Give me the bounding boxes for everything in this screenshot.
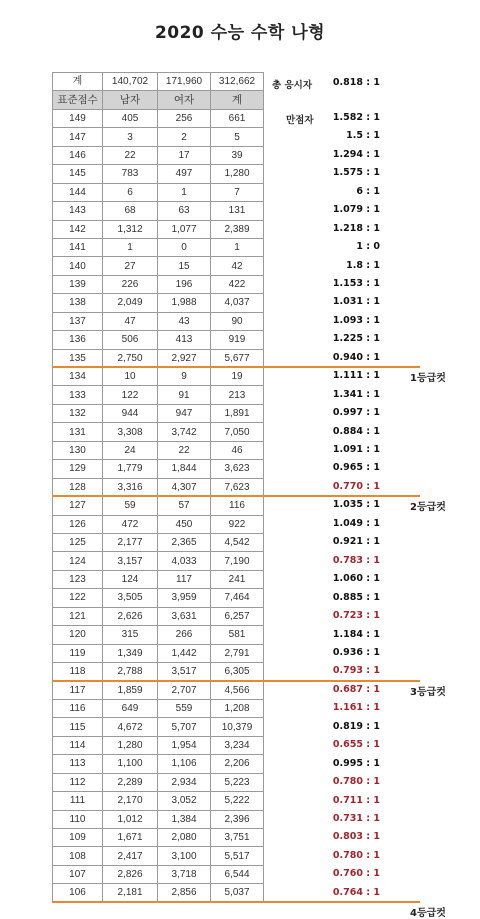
cell-total: 7,190	[211, 552, 264, 570]
cell-score: 120	[53, 626, 103, 644]
cell-score: 139	[53, 275, 103, 293]
gender-ratio: 1.161 : 1	[332, 702, 380, 714]
cell-male: 2,181	[103, 884, 158, 902]
cell-female: 4,033	[158, 552, 211, 570]
cell-male: 1,779	[103, 460, 158, 478]
cell-male: 1,100	[103, 755, 158, 773]
cell-female: 497	[158, 165, 211, 183]
cell-score: 129	[53, 460, 103, 478]
grade-cut-label: 3등급컷	[410, 686, 446, 698]
table-row	[53, 515, 264, 533]
cell-total: 241	[211, 570, 264, 588]
cell-total: 213	[211, 386, 264, 404]
cell-total: 7,464	[211, 589, 264, 607]
table-row	[53, 238, 264, 256]
header-score: 표준점수	[53, 91, 103, 109]
table-row	[53, 533, 264, 551]
gender-ratio: 1.5 : 1	[346, 130, 380, 142]
cell-score: 134	[53, 368, 103, 386]
cell-score: 107	[53, 865, 103, 883]
cell-male: 226	[103, 275, 158, 293]
cell-total: 4,566	[211, 681, 264, 699]
gender-ratio: 1.079 : 1	[332, 204, 380, 216]
cell-score: 144	[53, 183, 103, 201]
cell-total: 2,396	[211, 810, 264, 828]
cell-female: 450	[158, 515, 211, 533]
gender-ratio: 1.294 : 1	[332, 148, 380, 160]
gender-ratio: 1.341 : 1	[332, 388, 380, 400]
gender-ratio: 1.184 : 1	[332, 628, 380, 640]
grade-cut-line	[52, 366, 420, 368]
cell-total: 3,234	[211, 736, 264, 754]
cell-total: 19	[211, 368, 264, 386]
gender-ratio: 1.8 : 1	[346, 259, 380, 271]
cell-score: 110	[53, 810, 103, 828]
cell-female: 413	[158, 331, 211, 349]
grade-cut-label: 4등급컷	[410, 908, 446, 919]
cell-female: 2,080	[158, 828, 211, 846]
total-applicants-label: 총 응시자	[272, 80, 313, 91]
cell-female: 0	[158, 238, 211, 256]
cell-total: 116	[211, 497, 264, 515]
cell-total: 3,751	[211, 828, 264, 846]
table-row	[53, 681, 264, 699]
header-female: 여자	[158, 91, 211, 109]
cell-score: 108	[53, 847, 103, 865]
cell-score: 137	[53, 312, 103, 330]
table-row	[53, 128, 264, 146]
cell-male: 944	[103, 404, 158, 422]
table-row	[53, 552, 264, 570]
cell-total: 1,891	[211, 404, 264, 422]
cell-total: 919	[211, 331, 264, 349]
table-row	[53, 828, 264, 846]
cell-female: 15	[158, 257, 211, 275]
cell-female: 91	[158, 386, 211, 404]
cell-score: 132	[53, 404, 103, 422]
cell-total: 1,280	[211, 165, 264, 183]
cell-female: 2,934	[158, 773, 211, 791]
cell-female: 9	[158, 368, 211, 386]
cell-male: 2,750	[103, 349, 158, 367]
gender-ratio: 0.655 : 1	[332, 739, 380, 751]
cell-male: 6	[103, 183, 158, 201]
cell-male: 122	[103, 386, 158, 404]
cell-female: 3,959	[158, 589, 211, 607]
gender-ratio: 0.965 : 1	[332, 462, 380, 474]
total-row	[53, 73, 264, 91]
cell-total: 10,379	[211, 718, 264, 736]
gender-ratio: 1.153 : 1	[332, 277, 380, 289]
cell-score: 140	[53, 257, 103, 275]
cell-total: 6,305	[211, 663, 264, 681]
cell-female: 17	[158, 146, 211, 164]
cell-female: 196	[158, 275, 211, 293]
table-row	[53, 497, 264, 515]
table-row	[53, 570, 264, 588]
cell-female: 3,517	[158, 663, 211, 681]
cell-male: 405	[103, 109, 158, 127]
cell-score: 133	[53, 386, 103, 404]
cell-total: 6,544	[211, 865, 264, 883]
cell-male: 59	[103, 497, 158, 515]
cell-female: 3,742	[158, 423, 211, 441]
cell-score: 143	[53, 202, 103, 220]
cell-female: 1,077	[158, 220, 211, 238]
cell-score: 142	[53, 220, 103, 238]
gender-ratio: 0.731 : 1	[332, 813, 380, 824]
cell-female: 3,631	[158, 607, 211, 625]
cell-total: 2,791	[211, 644, 264, 662]
table-row	[53, 847, 264, 865]
table-row	[53, 626, 264, 644]
cell-total: 661	[211, 109, 264, 127]
cell-total: 6,257	[211, 607, 264, 625]
gender-ratio: 0.921 : 1	[332, 536, 380, 548]
table-row	[53, 663, 264, 681]
table-row	[53, 441, 264, 459]
cell-total: 7,623	[211, 478, 264, 496]
total-label: 계	[53, 73, 103, 91]
cell-female: 947	[158, 404, 211, 422]
gender-ratio: 0.819 : 1	[332, 720, 380, 732]
cell-total: 5,223	[211, 773, 264, 791]
cell-female: 1,384	[158, 810, 211, 828]
cell-score: 138	[53, 294, 103, 312]
cell-total: 2,389	[211, 220, 264, 238]
cell-score: 149	[53, 109, 103, 127]
cell-score: 130	[53, 441, 103, 459]
cell-total: 46	[211, 441, 264, 459]
cell-female: 1,954	[158, 736, 211, 754]
table-row	[53, 183, 264, 201]
cell-total: 4,542	[211, 533, 264, 551]
gender-ratio: 6 : 1	[356, 185, 380, 197]
cell-female: 2,856	[158, 884, 211, 902]
table-row	[53, 220, 264, 238]
cell-score: 115	[53, 718, 103, 736]
cell-score: 135	[53, 349, 103, 367]
gender-ratio: 0.995 : 1	[332, 757, 380, 769]
gender-ratio: 1.582 : 1	[332, 111, 380, 123]
cell-male: 1,349	[103, 644, 158, 662]
cell-total: 39	[211, 146, 264, 164]
cell-total: 5,037	[211, 884, 264, 902]
cell-score: 124	[53, 552, 103, 570]
gender-ratio: 0.764 : 1	[332, 886, 380, 898]
cell-total: 2,206	[211, 755, 264, 773]
table-row	[53, 644, 264, 662]
cell-female: 57	[158, 497, 211, 515]
cell-female: 5,707	[158, 718, 211, 736]
table-row	[53, 349, 264, 367]
cell-score: 125	[53, 533, 103, 551]
cell-total: 422	[211, 275, 264, 293]
cell-score: 112	[53, 773, 103, 791]
gender-ratio: 0.997 : 1	[332, 407, 380, 419]
cell-total: 5,677	[211, 349, 264, 367]
table-row	[53, 699, 264, 717]
cell-male: 2,626	[103, 607, 158, 625]
cell-male: 3	[103, 128, 158, 146]
table-row	[53, 884, 264, 902]
gender-ratio: 1.035 : 1	[332, 499, 380, 511]
cell-male: 2,049	[103, 294, 158, 312]
table-row	[53, 109, 264, 127]
cell-female: 22	[158, 441, 211, 459]
cell-score: 114	[53, 736, 103, 754]
cell-total: 4,037	[211, 294, 264, 312]
table-row	[53, 331, 264, 349]
cell-score: 146	[53, 146, 103, 164]
gender-ratio: 0.884 : 1	[332, 425, 380, 437]
table-row	[53, 275, 264, 293]
cell-male: 2,417	[103, 847, 158, 865]
cell-score: 118	[53, 663, 103, 681]
cell-total: 3,623	[211, 460, 264, 478]
cell-male: 1,671	[103, 828, 158, 846]
table-row	[53, 607, 264, 625]
gender-ratio: 1.049 : 1	[332, 517, 380, 529]
page-title: 2020 수능 수학 나형	[154, 23, 326, 43]
table-row	[53, 810, 264, 828]
cell-female: 1,844	[158, 460, 211, 478]
cell-total: 1,208	[211, 699, 264, 717]
cell-female: 2	[158, 128, 211, 146]
cell-score: 106	[53, 884, 103, 902]
gender-ratio: 0.803 : 1	[332, 831, 380, 843]
table-row	[53, 736, 264, 754]
cell-male: 3,308	[103, 423, 158, 441]
gender-ratio: 0.885 : 1	[332, 591, 380, 603]
cell-female: 2,707	[158, 681, 211, 699]
cell-score: 113	[53, 755, 103, 773]
cell-male: 3,316	[103, 478, 158, 496]
table-row	[53, 404, 264, 422]
cell-male: 3,505	[103, 589, 158, 607]
cell-female: 266	[158, 626, 211, 644]
gender-ratio: 0.936 : 1	[332, 646, 380, 658]
table-row	[53, 165, 264, 183]
cell-score: 141	[53, 238, 103, 256]
cell-male: 124	[103, 570, 158, 588]
cell-male: 2,170	[103, 792, 158, 810]
gender-ratio: 0.687 : 1	[332, 683, 380, 695]
cell-score: 128	[53, 478, 103, 496]
header-total: 계	[211, 91, 264, 109]
cell-total: 42	[211, 257, 264, 275]
cell-female: 4,307	[158, 478, 211, 496]
header-male: 남자	[103, 91, 158, 109]
cell-score: 109	[53, 828, 103, 846]
gender-ratio: 1 : 0	[356, 241, 380, 253]
cell-total: 90	[211, 312, 264, 330]
total-ratio: 0.818 : 1	[332, 77, 380, 88]
cell-total: 7	[211, 183, 264, 201]
cell-female: 1	[158, 183, 211, 201]
cell-male: 1	[103, 238, 158, 256]
cell-female: 1,106	[158, 755, 211, 773]
table-row	[53, 478, 264, 496]
cell-male: 2,177	[103, 533, 158, 551]
cell-total: 131	[211, 202, 264, 220]
gender-ratio: 1.575 : 1	[332, 167, 380, 179]
cell-male: 68	[103, 202, 158, 220]
table-row	[53, 368, 264, 386]
cell-male: 10	[103, 368, 158, 386]
cell-total: 922	[211, 515, 264, 533]
cell-male: 472	[103, 515, 158, 533]
cell-male: 1,012	[103, 810, 158, 828]
table-row	[53, 386, 264, 404]
gender-ratio: 0.780 : 1	[332, 776, 380, 788]
table-row	[53, 202, 264, 220]
cell-male: 506	[103, 331, 158, 349]
cell-male: 22	[103, 146, 158, 164]
cell-score: 131	[53, 423, 103, 441]
cell-male: 783	[103, 165, 158, 183]
table-row	[53, 460, 264, 478]
cell-score: 116	[53, 699, 103, 717]
cell-score: 122	[53, 589, 103, 607]
cell-score: 111	[53, 792, 103, 810]
total-female: 171,960	[158, 73, 211, 91]
gender-ratio: 1.218 : 1	[332, 222, 380, 234]
gender-ratio: 0.770 : 1	[332, 480, 380, 492]
cell-female: 3,052	[158, 792, 211, 810]
cell-total: 1	[211, 238, 264, 256]
cell-male: 1,312	[103, 220, 158, 238]
gender-ratio: 1.093 : 1	[332, 314, 380, 326]
table-row	[53, 294, 264, 312]
gender-ratio: 0.793 : 1	[332, 665, 380, 677]
table-row	[53, 589, 264, 607]
grade-cut-label: 1등급컷	[410, 373, 446, 385]
table-row	[53, 755, 264, 773]
cell-score: 117	[53, 681, 103, 699]
cell-score: 127	[53, 497, 103, 515]
table-row	[53, 865, 264, 883]
cell-total: 581	[211, 626, 264, 644]
cell-score: 145	[53, 165, 103, 183]
cell-female: 2,927	[158, 349, 211, 367]
cell-female: 1,988	[158, 294, 211, 312]
table-row	[53, 146, 264, 164]
gender-ratio: 1.111 : 1	[332, 370, 380, 382]
cell-score: 121	[53, 607, 103, 625]
cell-female: 3,718	[158, 865, 211, 883]
table-row	[53, 773, 264, 791]
cell-male: 47	[103, 312, 158, 330]
total-all: 312,662	[211, 73, 264, 91]
gender-ratio: 0.783 : 1	[332, 554, 380, 566]
cell-male: 315	[103, 626, 158, 644]
cell-male: 1,280	[103, 736, 158, 754]
score-table	[52, 72, 264, 903]
cell-score: 136	[53, 331, 103, 349]
gender-ratio: 1.225 : 1	[332, 333, 380, 345]
cell-total: 7,050	[211, 423, 264, 441]
cell-female: 43	[158, 312, 211, 330]
cell-female: 256	[158, 109, 211, 127]
table-row	[53, 257, 264, 275]
gender-ratio: 0.940 : 1	[332, 351, 380, 363]
grade-cut-label: 2등급컷	[410, 502, 446, 514]
grade-cut-line	[52, 901, 420, 903]
table-row	[53, 792, 264, 810]
cell-female: 3,100	[158, 847, 211, 865]
cell-female: 559	[158, 699, 211, 717]
cell-male: 1,859	[103, 681, 158, 699]
gender-ratio: 0.723 : 1	[332, 610, 380, 622]
cell-male: 2,788	[103, 663, 158, 681]
cell-male: 27	[103, 257, 158, 275]
cell-female: 117	[158, 570, 211, 588]
gender-ratio: 1.091 : 1	[332, 444, 380, 455]
cell-score: 119	[53, 644, 103, 662]
cell-male: 3,157	[103, 552, 158, 570]
gender-ratio: 0.780 : 1	[332, 849, 380, 861]
cell-female: 1,442	[158, 644, 211, 662]
gender-ratio: 1.060 : 1	[332, 573, 380, 585]
cell-total: 5,222	[211, 792, 264, 810]
gender-ratio: 0.760 : 1	[332, 868, 380, 880]
table-row	[53, 423, 264, 441]
header-row	[53, 91, 264, 109]
table-row	[53, 718, 264, 736]
grade-cut-line	[52, 495, 420, 497]
cell-total: 5	[211, 128, 264, 146]
cell-score: 147	[53, 128, 103, 146]
perfect-score-label: 만점자	[286, 115, 314, 126]
cell-female: 63	[158, 202, 211, 220]
cell-male: 2,289	[103, 773, 158, 791]
cell-male: 649	[103, 699, 158, 717]
cell-male: 2,826	[103, 865, 158, 883]
cell-total: 5,517	[211, 847, 264, 865]
cell-score: 123	[53, 570, 103, 588]
gender-ratio: 1.031 : 1	[332, 296, 380, 308]
gender-ratio: 0.711 : 1	[332, 794, 380, 806]
cell-male: 24	[103, 441, 158, 459]
cell-female: 2,365	[158, 533, 211, 551]
grade-cut-line	[52, 680, 420, 682]
total-male: 140,702	[103, 73, 158, 91]
table-row	[53, 312, 264, 330]
cell-male: 4,672	[103, 718, 158, 736]
cell-score: 126	[53, 515, 103, 533]
